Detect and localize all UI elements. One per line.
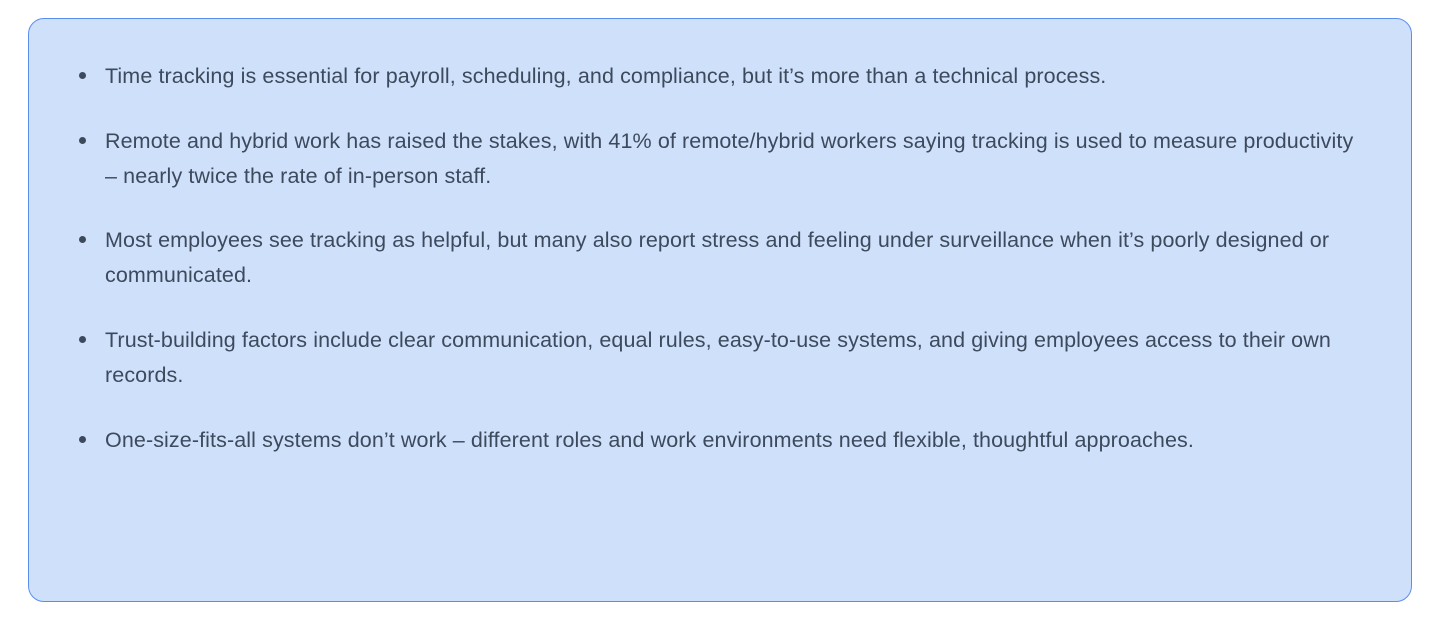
- takeaway-list: [69, 59, 1371, 458]
- list-item-text: Trust-building factors include clear communication, equal rules, easy-to-use systems, and giving employees access to their own records.: [105, 328, 1331, 387]
- list-item: [69, 223, 1371, 293]
- list-item: [69, 323, 1371, 393]
- list-item-text: Remote and hybrid work has raised the stakes, with 41% of remote/hybrid workers saying tracking is used to measure productivity – nearly twice the rate of in-person staff.: [105, 128, 1354, 188]
- list-item: [69, 423, 1371, 458]
- list-item-text: Most employees see tracking as helpful, but many also report stress and feeling under surveillance when it’s poorly designed or communicated.: [105, 228, 1330, 288]
- bullet-point-icon: [79, 336, 86, 343]
- bullet-point-icon: [79, 72, 86, 79]
- key-takeaways-callout: [28, 18, 1412, 602]
- list-item-text: One-size-fits-all systems don’t work – different roles and work environments need flexible, thoughtful approaches.: [105, 427, 1194, 452]
- bullet-point-icon: [79, 236, 86, 243]
- list-item-text: Time tracking is essential for payroll, scheduling, and compliance, but it’s more than a technical process.: [105, 64, 1107, 88]
- list-item: [69, 59, 1371, 94]
- bullet-point-icon: [79, 137, 86, 144]
- bullet-point-icon: [79, 436, 86, 443]
- list-item: [69, 124, 1371, 194]
